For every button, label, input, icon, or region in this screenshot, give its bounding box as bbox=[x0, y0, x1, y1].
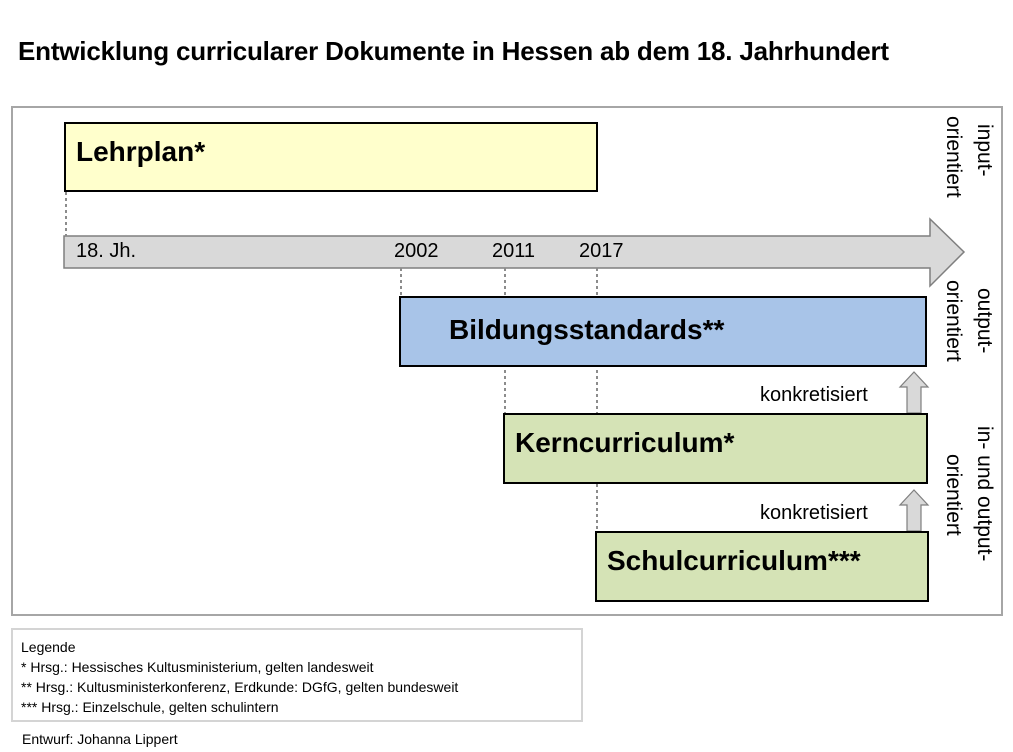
side-label-inout-line1: in- und output- bbox=[973, 426, 996, 562]
legend-item: * Hrsg.: Hessisches Kultusministerium, gelten landesweit bbox=[21, 659, 374, 675]
box-kerncurriculum bbox=[503, 413, 928, 484]
legend-heading: Legende bbox=[21, 639, 76, 655]
box-lehrplan bbox=[64, 122, 598, 192]
up-arrow-icon bbox=[900, 372, 928, 413]
legend-item: *** Hrsg.: Einzelschule, gelten schulintern bbox=[21, 699, 279, 715]
side-label-output-line1: output- bbox=[973, 288, 996, 354]
box-lehrplan-label: Lehrplan* bbox=[76, 136, 206, 167]
timeline-label-2017: 2017 bbox=[579, 240, 624, 262]
page-title: Entwicklung curricularer Dokumente in Hessen ab dem 18. Jahrhundert bbox=[18, 36, 889, 66]
side-label-input-line2: orientiert bbox=[942, 116, 965, 198]
konkretisiert-label-2: konkretisiert bbox=[760, 502, 868, 524]
up-arrow-icon bbox=[900, 490, 928, 531]
box-kerncurriculum-label: Kerncurriculum* bbox=[515, 427, 735, 458]
timeline-label-2002: 2002 bbox=[394, 240, 439, 262]
timeline-label-18jh: 18. Jh. bbox=[76, 240, 137, 262]
timeline-label-2011: 2011 bbox=[492, 240, 536, 262]
side-label-output-line2: orientiert bbox=[942, 280, 965, 362]
konkretisiert-label-1: konkretisiert bbox=[760, 384, 868, 406]
legend-item: ** Hrsg.: Kultusministerkonferenz, Erdkunde: DGfG, gelten bundesweit bbox=[21, 679, 459, 695]
box-bildungsstandards bbox=[399, 296, 927, 367]
box-bildungsstandards-label: Bildungsstandards** bbox=[449, 314, 725, 345]
side-label-input-line1: input- bbox=[973, 124, 996, 177]
author-credit: Entwurf: Johanna Lippert bbox=[22, 731, 178, 747]
box-schulcurriculum bbox=[595, 531, 929, 602]
side-label-inout-line2: orientiert bbox=[942, 454, 965, 536]
legend bbox=[11, 628, 583, 722]
box-schulcurriculum-label: Schulcurriculum*** bbox=[607, 545, 861, 576]
